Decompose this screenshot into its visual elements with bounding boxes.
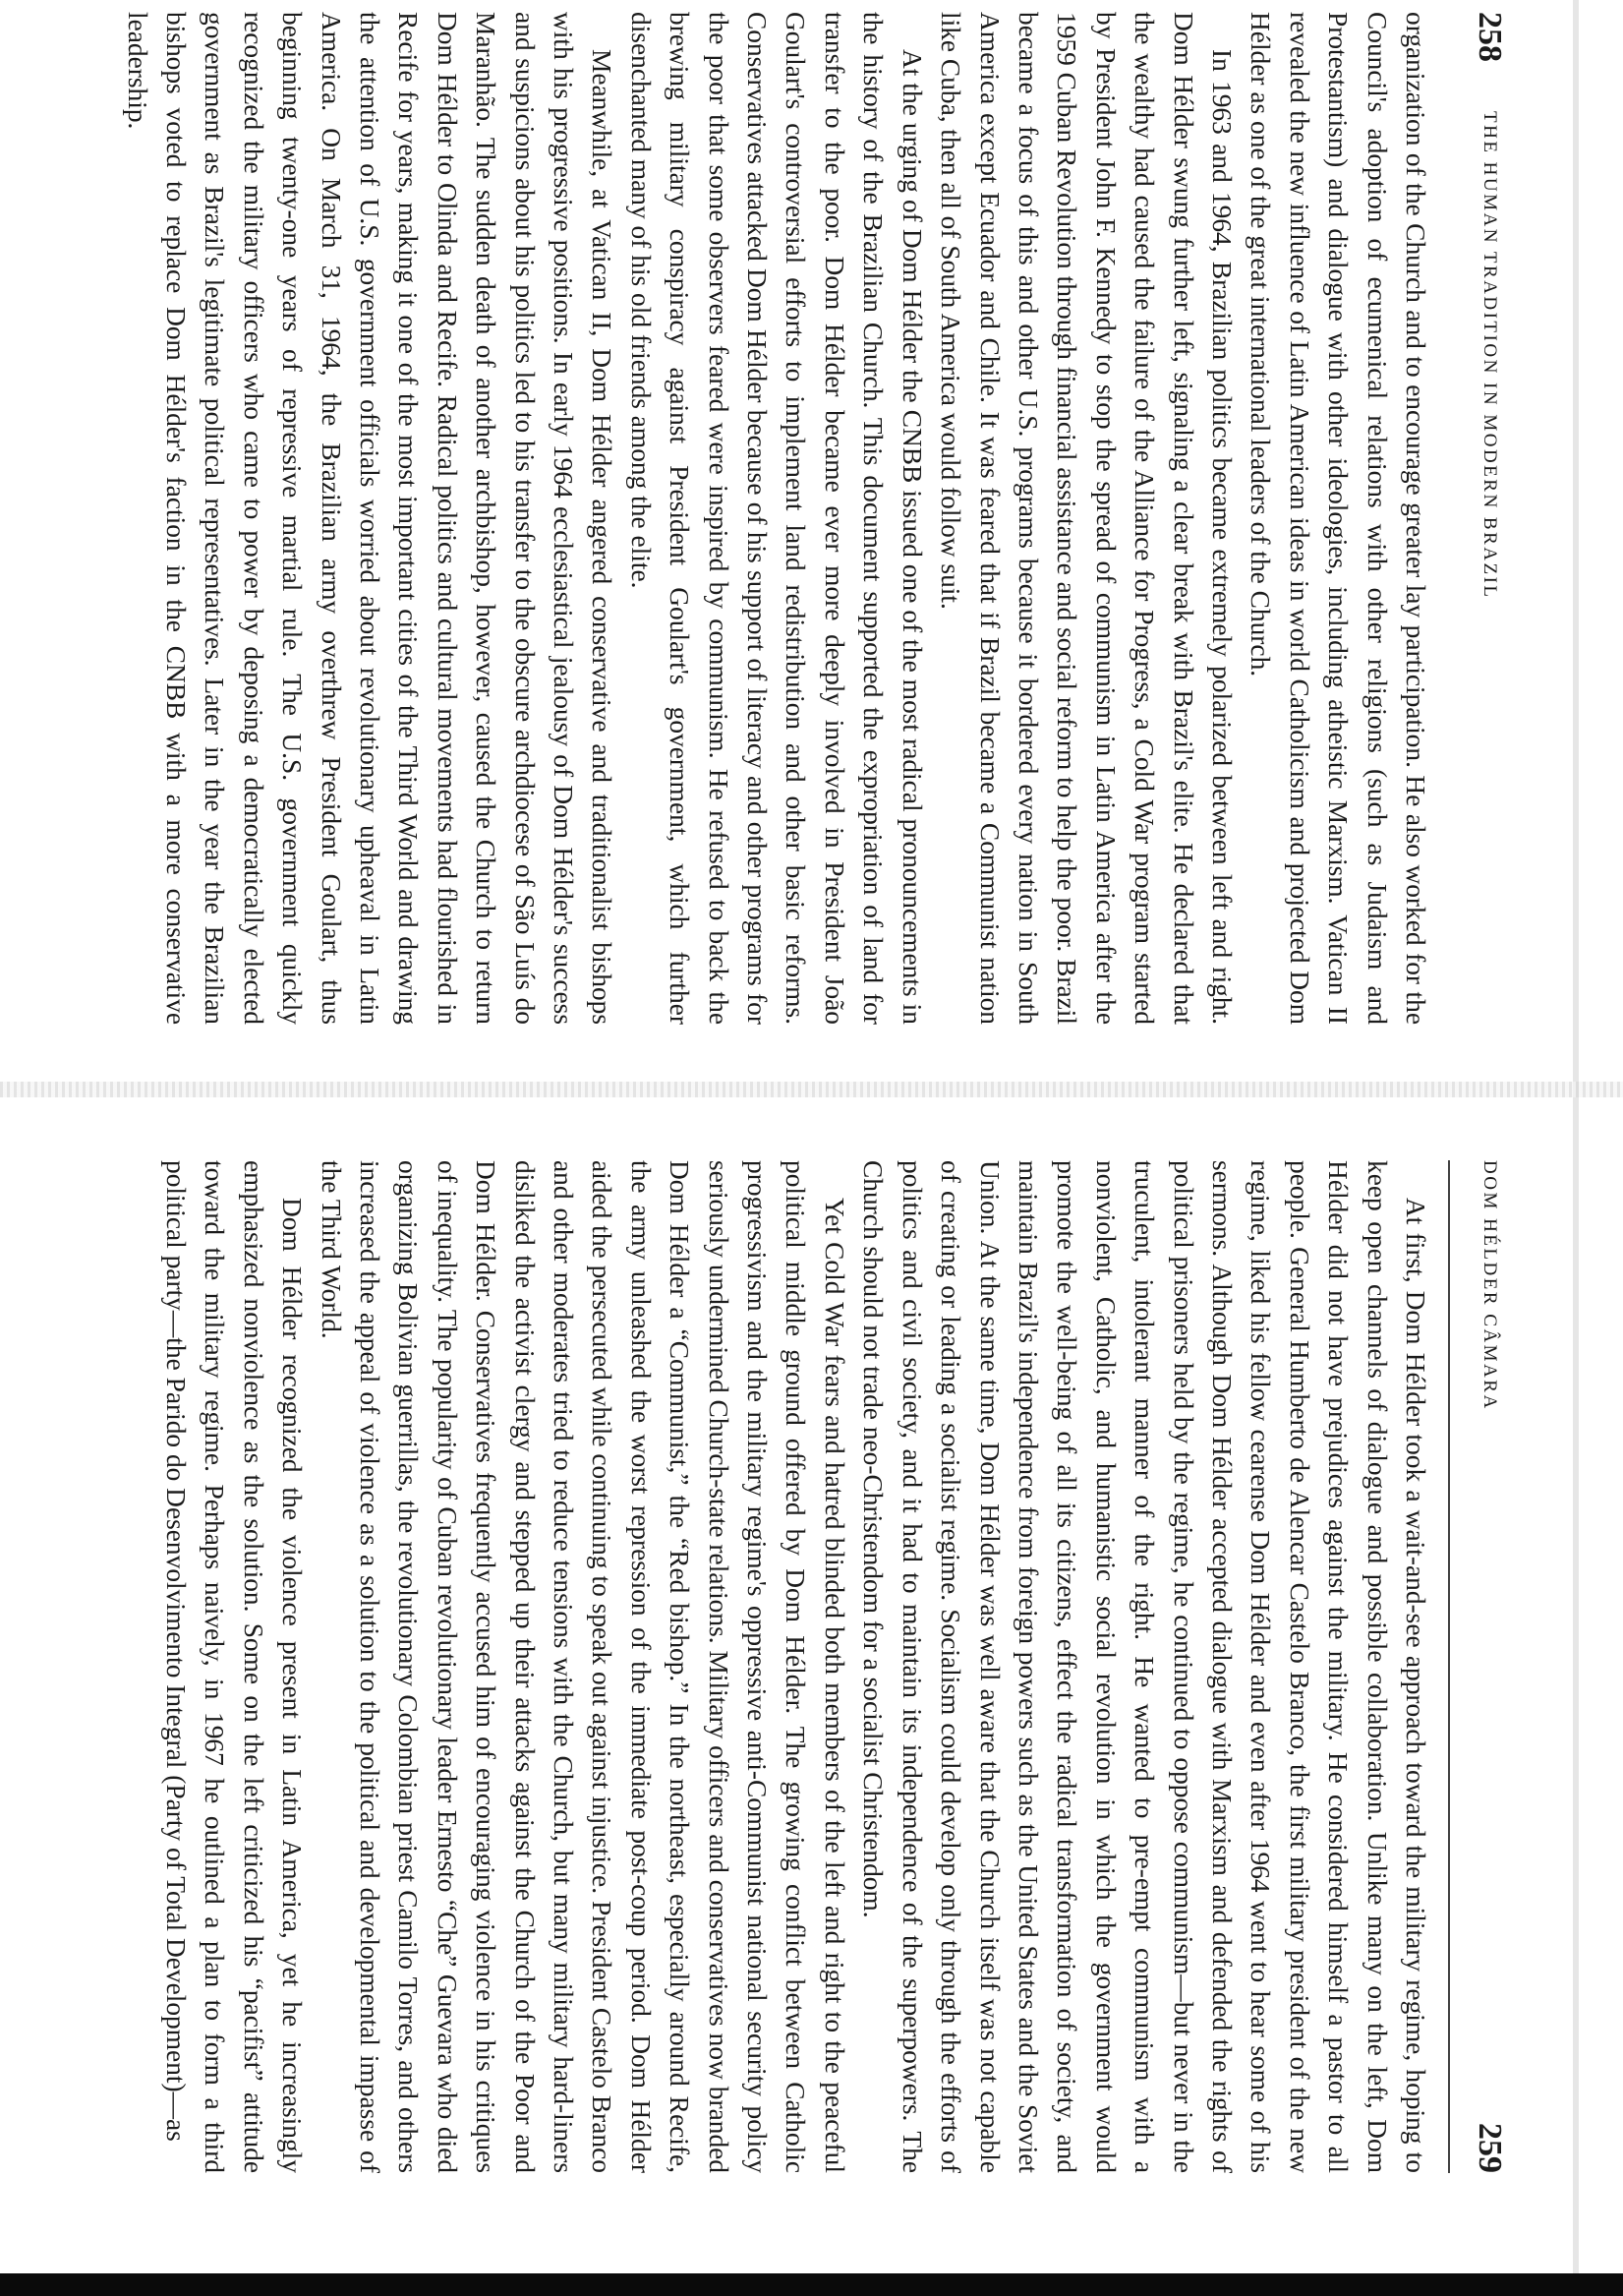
header-rule: [1448, 1160, 1450, 2173]
paragraph: At first, Dom Hélder took a wait-and-see approach toward the military regime, hoping to keep open channels of dialogue and possible collaboration. Unlike many on the left, Dom Hélder did not have prejudices against the military. He considered himself a pastor to all people. General Humberto de Alencar Castelo Branco, the first military president of the new regime, liked his fellow cearense Dom Hélder and even after 1964 went to hear some of his sermons. Although Dom Hélder accepted dialogue with Marxism and defended the rights of political prisoners held by the regime, he continued to oppose communism—but never in the truculent, intolerant manner of the right. He wanted to pre-empt communism with a nonviolent, Catholic, and humanistic social revolution in which the government would promote the well-being of all its citizens, effect the radical transformation of society, and maintain Brazil's independence from foreign powers such as the United States and the Soviet Union. At the same time, Dom Hélder was well aware that the Church itself was not capable of creating or leading a socialist regime. Socialism could develop only through the efforts of politics and civil society, and it had to maintain its independence of the superpowers. The Church should not trade neo-Christendom for a socialist Christendom.: [858, 1160, 1430, 2173]
paragraph: Dom Hélder recognized the violence present in Latin America, yet he increasingly emphasized nonviolence as the solution. Some on the left criticized his “pacifist” attitude toward the military regime. Perhaps naively, in 1967 he outlined a plan to form a third political party—the Parido do Desenvolvimento Integral (Party of Total Development)—as: [161, 1160, 308, 2173]
page-259: [143, 1160, 1519, 2173]
page-258: [122, 12, 1519, 1025]
page-number: 259: [1472, 2123, 1508, 2173]
page-edge-shadow: [1573, 0, 1579, 2273]
page-header: [1460, 12, 1519, 1025]
scan-border: [0, 2273, 1623, 2296]
paragraph: Yet Cold War fears and hatred blinded both members of the left and right to the peaceful political middle ground offered by Dom Hélder. The growing conflict between Catholic progressivism and the military regime's oppressive anti-Communist national security policy seriously undermined Church-state relations. Military officers and conservatives now branded Dom Hélder a “Communist,” the “Red bishop.” In the northeast, especially around Recife, the army unleashed the worst repression of the immediate post-coup period. Dom Hélder aided the persecuted while continuing to speak out against injustice. President Castelo Branco and other moderates tried to reduce tensions with the Church, but many military hard-liners disliked the activist clergy and stepped up their attacks against the Church of the Poor and Dom Hélder. Conservatives frequently accused him of encouraging violence in his critiques of inequality. The popularity of Cuban revolutionary leader Ernesto “Che” Guevara who died organizing Bolivian guerrillas, the revolutionary Colombian priest Camilo Torres, and others increased the appeal of violence as a solution to the political and developmental impasse of the Third World.: [316, 1160, 849, 2173]
book-gutter: [0, 1082, 1623, 1097]
running-head: THE HUMAN TRADITION IN MODERN BRAZIL: [1479, 111, 1500, 600]
paragraph: organization of the Church and to encourage greater lay participation. He also worked for the Council's adoption of ecumenical relations with other religions (such as Judaism and Protestantism) and dialogue with other ideologies, including atheistic Marxism. Vatican II revealed the new influence of Latin American ideas in world Catholicism and projected Dom Hélder as one of the great international leaders of the Church.: [1246, 12, 1430, 1025]
body-text: [117, 12, 1434, 1025]
paragraph: At the urging of Dom Hélder the CNBB issued one of the most radical pronouncements in the history of the Brazilian Church. This document supported the expropriation of land for transfer to the poor. Dom Hélder became ever more deeply involved in President João Goulart's controversial efforts to implement land redistribution and other basic reforms. Conservatives attacked Dom Hélder because of his support of literacy and other programs for the poor that some observers feared were inspired by communism. He refused to back the brewing military conspiracy against President Goulart's government, which further disenchanted many of his old friends among the elite.: [625, 12, 927, 1025]
running-head: DOM HÉLDER CÂMARA: [1479, 1160, 1500, 1411]
paragraph: In 1963 and 1964, Brazilian politics became extremely polarized between left and right. Dom Hélder swung further left, signaling a clear break with Brazil's elite. He declared that the wealthy had caused the failure of the Alliance for Progress, a Cold War program started by President John F. Kennedy to stop the spread of communism in Latin America after the 1959 Cuban Revolution through financial assistance and social reform to help the poor. Brazil became a focus of this and other U.S. programs because it bordered every nation in South America except Ecuador and Chile. It was feared that if Brazil became a Communist nation like Cuba, then all of South America would follow suit.: [936, 12, 1237, 1025]
page-header: [1460, 1160, 1519, 2173]
paragraph: Meanwhile, at Vatican II, Dom Hélder angered conservative and traditionalist bishops with his progressive positions. In early 1964 ecclesiastical jealousy of Dom Hélder's success and suspicions about his politics led to his transfer to the obscure archdiocese of São Luís do Maranhão. The sudden death of another archbishop, however, caused the Church to return Dom Hélder to Olinda and Recife. Radical politics and cultural movements had flourished in Recife for years, making it one of the most important cities of the Third World and drawing the attention of U.S. government officials worried about revolutionary upheaval in Latin America. On March 31, 1964, the Brazilian army overthrew President Goulart, thus beginning twenty-one years of repressive martial rule. The U.S. government quickly recognized the military officers who came to power by deposing a democratically elected government as Brazil's legitimate political representatives. Later in the year the Brazilian bishops voted to replace Dom Hélder's faction in the CNBB with a more conservative leadership.: [122, 12, 617, 1025]
page-number: 258: [1472, 12, 1508, 62]
body-text: [156, 1160, 1434, 2173]
